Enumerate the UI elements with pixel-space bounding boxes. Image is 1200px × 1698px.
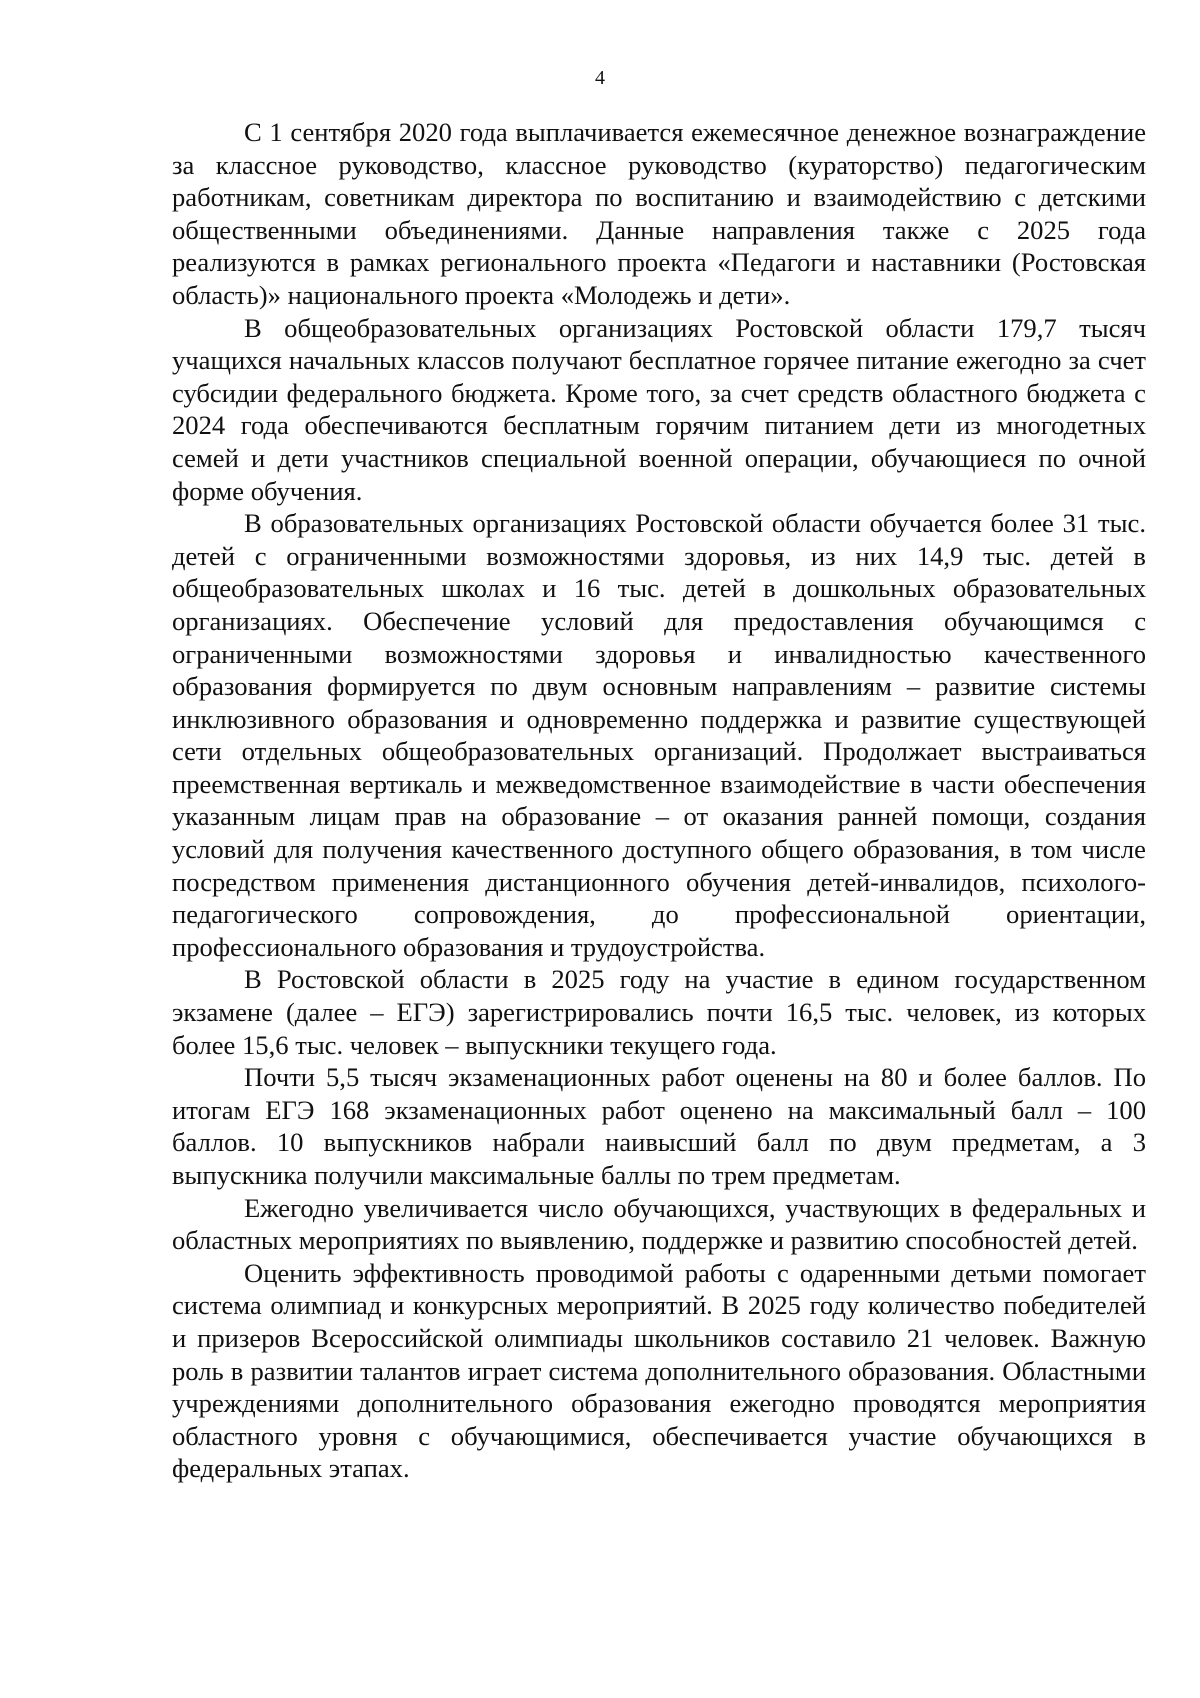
document-body bbox=[172, 116, 1146, 1485]
paragraph-olympiads: Оценить эффективность проводимой работы с одаренными детьми помогает система олимпиад и конкурсных мероприятий. В 2025 году количество победителей и призеров Всероссийской олимпиады школьников составило 21 человек. Важную роль в развитии талантов играет система дополнительного образования. Областными учреждениями дополнительного образования ежегодно проводятся мероприятия областного уровня с обучающимися, обеспечивается участие обучающихся в федеральных этапах. bbox=[172, 1257, 1146, 1484]
page-number: 4 bbox=[595, 67, 605, 89]
paragraph-special-needs-education: В образовательных организациях Ростовской области обучается более 31 тыс. детей с ограниченными возможностями здоровья, из них 14,9 тыс. детей в общеобразовательных школах и 16 тыс. детей в дошкольных образовательных организациях. Обеспечение условий для предоставления обучающимся с ограниченными возможностями здоровья и инвалидностью качественного образования формируется по двум основным направлениям – развитие системы инклюзивного образования и одновременно поддержка и развитие существующей сети отдельных общеобразовательных организаций. Продолжает выстраиваться преемственная вертикаль и межведомственное взаимодействие в части обеспечения указанным лицам прав на образование – от оказания ранней помощи, создания условий для получения качественного доступного общего образования, в том числе посредством применения дистанционного обучения детей-инвалидов, психолого-педагогического сопровождения, до профессиональной ориентации, профессионального образования и трудоустройства. bbox=[172, 508, 1146, 962]
paragraph-gifted-children-events: Ежегодно увеличивается число обучающихся, участвующих в федеральных и областных мероприятиях по выявлению, поддержке и развитию способностей детей. bbox=[172, 1192, 1146, 1256]
paragraph-class-teacher-payments: С 1 сентября 2020 года выплачивается ежемесячное денежное вознаграждение за классное руководство, классное руководство (кураторство) педагогическим работникам, советникам директора по воспитанию и взаимодействию с детскими общественными объединениями. Данные направления также с 2025 года реализуются в рамках регионального проекта «Педагоги и наставники (Ростовская область)» национального проекта «Молодежь и дети». bbox=[172, 117, 1146, 310]
paragraph-hot-meals: В общеобразовательных организациях Ростовской области 179,7 тысяч учащихся начальных классов получают бесплатное горячее питание ежегодно за счет субсидии федерального бюджета. Кроме того, за счет средств областного бюджета с 2024 года обеспечиваются бесплатным горячим питанием дети из многодетных семей и дети участников специальной военной операции, обучающиеся по очной форме обучения. bbox=[172, 312, 1146, 506]
paragraph-ege-registration: В Ростовской области в 2025 году на участие в едином государственном экзамене (далее – ЕГЭ) зарегистрировались почти 16,5 тыс. человек, из которых более 15,6 тыс. человек – выпускники текущего года. bbox=[172, 964, 1146, 1060]
paragraph-ege-results: Почти 5,5 тысяч экзаменационных работ оценены на 80 и более баллов. По итогам ЕГЭ 168 экзаменационных работ оценено на максимальный балл – 100 баллов. 10 выпускников набрали наивысший балл по двум предметам, а 3 выпускника получили максимальные баллы по трем предметам. bbox=[172, 1062, 1146, 1190]
